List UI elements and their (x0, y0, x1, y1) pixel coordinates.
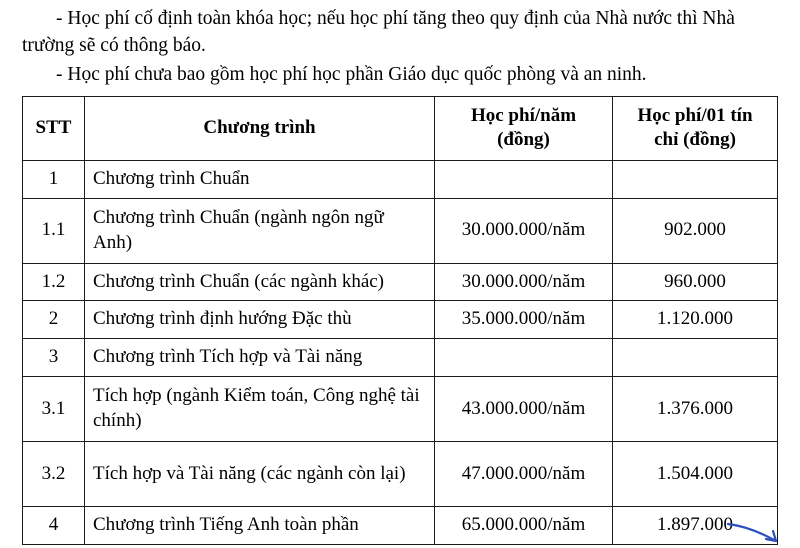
cell-stt: 3.2 (23, 441, 85, 506)
intro-notes (22, 6, 778, 89)
header-fee-per-year-line2: (đồng) (497, 129, 550, 151)
cell-fee-year: 43.000.000/năm (435, 376, 613, 441)
cell-stt: 1.2 (23, 263, 85, 301)
cell-program: Chương trình Chuẩn (các ngành khác) (85, 263, 435, 301)
intro-line-1: - Học phí cố định toàn khóa học; nếu học phí tăng theo quy định của Nhà nước thì Nhà trường sẽ có thông báo. (22, 8, 735, 56)
cell-stt: 3.1 (23, 376, 85, 441)
cell-fee-credit (613, 339, 778, 377)
intro-line-2: - Học phí chưa bao gồm học phí học phần Giáo dục quốc phòng và an ninh. (56, 63, 647, 85)
cell-stt: 1 (23, 161, 85, 199)
cell-program: Chương trình Chuẩn (85, 161, 435, 199)
table-header-row (23, 96, 778, 160)
cell-fee-year: 47.000.000/năm (435, 441, 613, 506)
cell-stt: 2 (23, 301, 85, 339)
table-row (23, 339, 778, 377)
header-stt: STT (23, 96, 85, 160)
cell-fee-year: 65.000.000/năm (435, 506, 613, 544)
cell-fee-credit: 960.000 (613, 263, 778, 301)
table-row (23, 161, 778, 199)
cell-stt: 3 (23, 339, 85, 377)
header-fee-per-year (435, 96, 613, 160)
tuition-fee-table (22, 96, 778, 545)
cell-program: Tích hợp (ngành Kiểm toán, Công nghệ tài chính) (85, 376, 435, 441)
cell-fee-credit (613, 161, 778, 199)
table-row (23, 301, 778, 339)
cell-fee-credit: 1.897.000 (613, 506, 778, 544)
header-fee-per-credit-line1: Học phí/01 tín (637, 104, 753, 126)
cell-fee-year: 30.000.000/năm (435, 263, 613, 301)
cell-fee-credit: 902.000 (613, 198, 778, 263)
cell-fee-credit: 1.120.000 (613, 301, 778, 339)
header-fee-per-year-line1: Học phí/năm (470, 104, 577, 126)
table-row (23, 441, 778, 506)
cell-fee-year: 35.000.000/năm (435, 301, 613, 339)
header-fee-per-credit (613, 96, 778, 160)
cell-fee-credit: 1.504.000 (613, 441, 778, 506)
cell-stt: 4 (23, 506, 85, 544)
header-program: Chương trình (85, 96, 435, 160)
table-row (23, 506, 778, 544)
table-row (23, 263, 778, 301)
cell-program: Chương trình Tiếng Anh toàn phần (85, 506, 435, 544)
cell-stt: 1.1 (23, 198, 85, 263)
cell-program: Chương trình định hướng Đặc thù (85, 301, 435, 339)
cell-program: Chương trình Tích hợp và Tài năng (85, 339, 435, 377)
cell-fee-credit: 1.376.000 (613, 376, 778, 441)
table-row (23, 376, 778, 441)
cell-program: Tích hợp và Tài năng (các ngành còn lại) (85, 441, 435, 506)
cell-fee-year (435, 339, 613, 377)
table-row (23, 198, 778, 263)
cell-program: Chương trình Chuẩn (ngành ngôn ngữ Anh) (85, 198, 435, 263)
cell-fee-year: 30.000.000/năm (435, 198, 613, 263)
header-fee-per-credit-line2: chỉ (đồng) (654, 129, 736, 151)
cell-fee-year (435, 161, 613, 199)
